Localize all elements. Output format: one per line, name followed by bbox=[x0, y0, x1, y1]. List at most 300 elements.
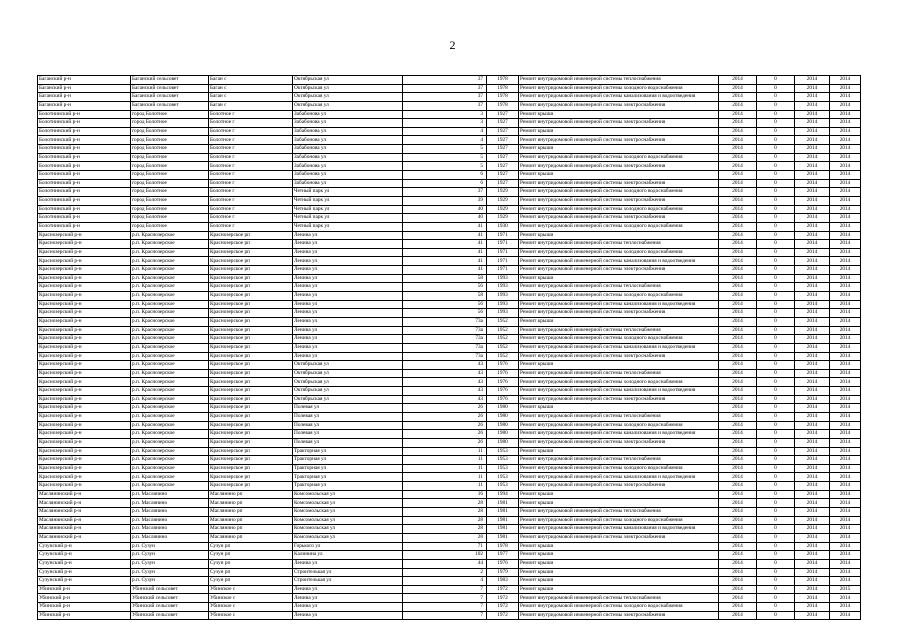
table-row bbox=[38, 412, 861, 421]
settlement-cell: р.п. Сузун bbox=[131, 559, 209, 568]
end-year-cell: 2014 bbox=[830, 248, 861, 257]
house-number-cell: 28 bbox=[403, 533, 487, 542]
start-year-cell: 2014 bbox=[795, 188, 830, 197]
table-row bbox=[38, 266, 861, 275]
street-cell: Октябрьская ул bbox=[293, 361, 403, 370]
build-year-cell: 1980 bbox=[487, 438, 519, 447]
locality-cell: Краснозерское рп bbox=[209, 231, 293, 240]
house-number-cell: 11 bbox=[403, 473, 487, 482]
build-year-cell: 1976 bbox=[487, 559, 519, 568]
settlement-cell: р.п. Краснозерское bbox=[131, 378, 209, 387]
locality-cell: Болотное г bbox=[209, 127, 293, 136]
table-row bbox=[38, 551, 861, 560]
house-number-cell: 44 bbox=[403, 559, 487, 568]
municipal-district-cell: Краснозерский р-н bbox=[38, 257, 131, 266]
end-year-cell: 2014 bbox=[830, 110, 861, 119]
plan-year-cell: 2014 bbox=[719, 317, 757, 326]
build-year-cell: 1930 bbox=[487, 222, 519, 231]
work-type-cell: Ремонт внутридомовой инженерной системы канализования и водоотведения bbox=[519, 257, 719, 266]
house-number-cell: 58 bbox=[403, 274, 487, 283]
build-year-cell: 1927 bbox=[487, 136, 519, 145]
start-year-cell: 2014 bbox=[795, 179, 830, 188]
table-row bbox=[38, 205, 861, 214]
end-year-cell: 2014 bbox=[830, 93, 861, 102]
table-row bbox=[38, 119, 861, 128]
build-year-cell: 1929 bbox=[487, 196, 519, 205]
locality-cell: Краснозерское рп bbox=[209, 361, 293, 370]
cost-value-cell: 0 bbox=[757, 352, 795, 361]
locality-cell: Сузун рп bbox=[209, 559, 293, 568]
cost-value-cell: 0 bbox=[757, 369, 795, 378]
street-cell: Строителькая ул bbox=[293, 577, 403, 586]
build-year-cell: 1971 bbox=[487, 240, 519, 249]
build-year-cell: 1977 bbox=[487, 551, 519, 560]
municipal-district-cell: Краснозерский р-н bbox=[38, 387, 131, 396]
settlement-cell: р.п. Краснозерское bbox=[131, 309, 209, 318]
cost-value-cell: 0 bbox=[757, 577, 795, 586]
locality-cell: Краснозерское рп bbox=[209, 447, 293, 456]
street-cell: Октябрьская ул bbox=[293, 369, 403, 378]
settlement-cell: р.п. Краснозерское bbox=[131, 395, 209, 404]
table-row bbox=[38, 594, 861, 603]
cost-value-cell: 0 bbox=[757, 196, 795, 205]
end-year-cell: 2014 bbox=[830, 542, 861, 551]
settlement-cell: Убинский сельсовет bbox=[131, 585, 209, 594]
locality-cell: Убинское с bbox=[209, 585, 293, 594]
work-type-cell: Ремонт крыши bbox=[519, 551, 719, 560]
end-year-cell: 2014 bbox=[830, 551, 861, 560]
cost-value-cell: 0 bbox=[757, 110, 795, 119]
work-type-cell: Ремонт внутридомовой инженерной системы холодного водоснабжения bbox=[519, 84, 719, 93]
settlement-cell: р.п. Краснозерское bbox=[131, 438, 209, 447]
start-year-cell: 2014 bbox=[795, 533, 830, 542]
locality-cell: Краснозерское рп bbox=[209, 438, 293, 447]
start-year-cell: 2014 bbox=[795, 248, 830, 257]
plan-year-cell: 2014 bbox=[719, 257, 757, 266]
table-row bbox=[38, 568, 861, 577]
municipal-district-cell: Маслянинский р-н bbox=[38, 525, 131, 534]
cost-value-cell: 0 bbox=[757, 525, 795, 534]
end-year-cell: 2014 bbox=[830, 119, 861, 128]
house-number-cell: 43 bbox=[403, 361, 487, 370]
house-number-cell: 11 bbox=[403, 482, 487, 491]
table-row bbox=[38, 179, 861, 188]
municipal-district-cell: Краснозерский р-н bbox=[38, 317, 131, 326]
table-row bbox=[38, 300, 861, 309]
municipal-district-cell: Краснозерский р-н bbox=[38, 300, 131, 309]
locality-cell: Краснозерское рп bbox=[209, 421, 293, 430]
locality-cell: Краснозерское рп bbox=[209, 430, 293, 439]
house-number-cell: 40 bbox=[403, 205, 487, 214]
work-type-cell: Ремонт внутридомовой инженерной системы электроснабжения bbox=[519, 266, 719, 275]
start-year-cell: 2014 bbox=[795, 508, 830, 517]
municipal-district-cell: Баганский р-н bbox=[38, 101, 131, 110]
plan-year-cell: 2014 bbox=[719, 499, 757, 508]
plan-year-cell: 2014 bbox=[719, 464, 757, 473]
locality-cell: Болотное г bbox=[209, 205, 293, 214]
street-cell: Полевая ул bbox=[293, 430, 403, 439]
build-year-cell: 1952 bbox=[487, 335, 519, 344]
settlement-cell: р.п. Маслянино bbox=[131, 508, 209, 517]
house-number-cell: 56 bbox=[403, 300, 487, 309]
locality-cell: Убинское с bbox=[209, 603, 293, 612]
plan-year-cell: 2014 bbox=[719, 110, 757, 119]
start-year-cell: 2014 bbox=[795, 464, 830, 473]
build-year-cell: 1976 bbox=[487, 387, 519, 396]
locality-cell: Болотное г bbox=[209, 145, 293, 154]
street-cell: Ленина ул bbox=[293, 283, 403, 292]
build-year-cell: 1927 bbox=[487, 171, 519, 180]
end-year-cell: 2014 bbox=[830, 395, 861, 404]
house-number-cell: 43 bbox=[403, 369, 487, 378]
table-row bbox=[38, 76, 861, 85]
municipal-district-cell: Болотнинский р-н bbox=[38, 127, 131, 136]
settlement-cell: Убинский сельсовет bbox=[131, 611, 209, 620]
end-year-cell: 2014 bbox=[830, 127, 861, 136]
table-row bbox=[38, 240, 861, 249]
house-number-cell: 11 bbox=[403, 456, 487, 465]
cost-value-cell: 0 bbox=[757, 508, 795, 517]
work-type-cell: Ремонт внутридомовой инженерной системы канализования и водоотведения bbox=[519, 525, 719, 534]
work-type-cell: Ремонт внутридомовой инженерной системы электроснабжения bbox=[519, 309, 719, 318]
start-year-cell: 2014 bbox=[795, 93, 830, 102]
street-cell: Октябрьская ул bbox=[293, 387, 403, 396]
table-row bbox=[38, 231, 861, 240]
table-row bbox=[38, 611, 861, 620]
build-year-cell: 1952 bbox=[487, 326, 519, 335]
start-year-cell: 2014 bbox=[795, 110, 830, 119]
plan-year-cell: 2014 bbox=[719, 93, 757, 102]
street-cell: Ленина ул bbox=[293, 317, 403, 326]
work-type-cell: Ремонт внутридомовой инженерной системы электроснабжения bbox=[519, 482, 719, 491]
settlement-cell: город Болотное bbox=[131, 179, 209, 188]
start-year-cell: 2014 bbox=[795, 482, 830, 491]
build-year-cell: 1953 bbox=[487, 447, 519, 456]
locality-cell: Краснозерское рп bbox=[209, 404, 293, 413]
work-type-cell: Ремонт внутридомовой инженерной системы электроснабжения bbox=[519, 352, 719, 361]
table-row bbox=[38, 447, 861, 456]
build-year-cell: 1953 bbox=[487, 482, 519, 491]
plan-year-cell: 2014 bbox=[719, 188, 757, 197]
municipal-district-cell: Убинский р-н bbox=[38, 603, 131, 612]
street-cell: Ленина ул bbox=[293, 257, 403, 266]
cost-value-cell: 0 bbox=[757, 447, 795, 456]
build-year-cell: 1971 bbox=[487, 257, 519, 266]
start-year-cell: 2014 bbox=[795, 551, 830, 560]
cost-value-cell: 0 bbox=[757, 490, 795, 499]
start-year-cell: 2014 bbox=[795, 127, 830, 136]
build-year-cell: 1981 bbox=[487, 525, 519, 534]
house-number-cell: 7 bbox=[403, 594, 487, 603]
house-number-cell: 16 bbox=[403, 490, 487, 499]
table-row bbox=[38, 542, 861, 551]
house-number-cell: 41 bbox=[403, 266, 487, 275]
locality-cell: Баган с bbox=[209, 76, 293, 85]
plan-year-cell: 2014 bbox=[719, 542, 757, 551]
street-cell: Ленина ул bbox=[293, 292, 403, 301]
settlement-cell: р.п. Краснозерское bbox=[131, 387, 209, 396]
cost-value-cell: 0 bbox=[757, 248, 795, 257]
house-number-cell: 41 bbox=[403, 257, 487, 266]
house-number-cell: 5 bbox=[403, 153, 487, 162]
work-type-cell: Ремонт крыши bbox=[519, 110, 719, 119]
end-year-cell: 2014 bbox=[830, 559, 861, 568]
build-year-cell: 1971 bbox=[487, 266, 519, 275]
municipal-district-cell: Болотнинский р-н bbox=[38, 188, 131, 197]
municipal-district-cell: Краснозерский р-н bbox=[38, 326, 131, 335]
plan-year-cell: 2014 bbox=[719, 335, 757, 344]
house-number-cell: 28 bbox=[403, 525, 487, 534]
start-year-cell: 2014 bbox=[795, 76, 830, 85]
street-cell: Забабонова ул bbox=[293, 162, 403, 171]
table-row bbox=[38, 93, 861, 102]
plan-year-cell: 2014 bbox=[719, 196, 757, 205]
end-year-cell: 2015 bbox=[830, 585, 861, 594]
locality-cell: Краснозерское рп bbox=[209, 240, 293, 249]
house-number-cell: 102 bbox=[403, 551, 487, 560]
start-year-cell: 2014 bbox=[795, 335, 830, 344]
table-row bbox=[38, 603, 861, 612]
locality-cell: Маслянино рп bbox=[209, 525, 293, 534]
table-row bbox=[38, 162, 861, 171]
end-year-cell: 2014 bbox=[830, 499, 861, 508]
cost-value-cell: 0 bbox=[757, 101, 795, 110]
start-year-cell: 2014 bbox=[795, 196, 830, 205]
cost-value-cell: 0 bbox=[757, 421, 795, 430]
street-cell: Полевая ул bbox=[293, 421, 403, 430]
build-year-cell: 1953 bbox=[487, 456, 519, 465]
house-number-cell: 71 bbox=[403, 542, 487, 551]
plan-year-cell: 2014 bbox=[719, 490, 757, 499]
table-row bbox=[38, 196, 861, 205]
plan-year-cell: 2014 bbox=[719, 76, 757, 85]
start-year-cell: 2014 bbox=[795, 343, 830, 352]
settlement-cell: город Болотное bbox=[131, 214, 209, 223]
start-year-cell: 2014 bbox=[795, 257, 830, 266]
start-year-cell: 2014 bbox=[795, 404, 830, 413]
settlement-cell: р.п. Краснозерское bbox=[131, 326, 209, 335]
build-year-cell: 1983 bbox=[487, 577, 519, 586]
start-year-cell: 2014 bbox=[795, 300, 830, 309]
municipal-district-cell: Краснозерский р-н bbox=[38, 447, 131, 456]
cost-value-cell: 0 bbox=[757, 119, 795, 128]
plan-year-cell: 2014 bbox=[719, 387, 757, 396]
table-row bbox=[38, 559, 861, 568]
house-number-cell: 43 bbox=[403, 387, 487, 396]
street-cell: Полевая ул bbox=[293, 404, 403, 413]
settlement-cell: р.п. Сузун bbox=[131, 542, 209, 551]
start-year-cell: 2014 bbox=[795, 542, 830, 551]
locality-cell: Краснозерское рп bbox=[209, 412, 293, 421]
locality-cell: Болотное г bbox=[209, 136, 293, 145]
street-cell: Ленина ул bbox=[293, 248, 403, 257]
municipal-district-cell: Краснозерский р-н bbox=[38, 378, 131, 387]
build-year-cell: 1979 bbox=[487, 568, 519, 577]
settlement-cell: р.п. Краснозерское bbox=[131, 300, 209, 309]
start-year-cell: 2014 bbox=[795, 119, 830, 128]
end-year-cell: 2014 bbox=[830, 412, 861, 421]
street-cell: Четный парк ул bbox=[293, 188, 403, 197]
house-number-cell: 37 bbox=[403, 93, 487, 102]
cost-value-cell: 0 bbox=[757, 266, 795, 275]
work-type-cell: Ремонт внутридомовой инженерной системы электроснабжения bbox=[519, 214, 719, 223]
work-type-cell: Ремонт крыши bbox=[519, 274, 719, 283]
plan-year-cell: 2014 bbox=[719, 136, 757, 145]
house-number-cell: 26 bbox=[403, 404, 487, 413]
plan-year-cell: 2014 bbox=[719, 248, 757, 257]
house-number-cell: 37 bbox=[403, 84, 487, 93]
start-year-cell: 2014 bbox=[795, 516, 830, 525]
end-year-cell: 2014 bbox=[830, 257, 861, 266]
plan-year-cell: 2014 bbox=[719, 369, 757, 378]
municipal-district-cell: Краснозерский р-н bbox=[38, 473, 131, 482]
municipal-district-cell: Болотнинский р-н bbox=[38, 196, 131, 205]
settlement-cell: р.п. Краснозерское bbox=[131, 292, 209, 301]
end-year-cell: 2014 bbox=[830, 76, 861, 85]
work-type-cell: Ремонт внутридомовой инженерной системы холодного водоснабжения bbox=[519, 205, 719, 214]
work-type-cell: Ремонт внутридомовой инженерной системы холодного водоснабжения bbox=[519, 464, 719, 473]
municipal-district-cell: Краснозерский р-н bbox=[38, 283, 131, 292]
build-year-cell: 1953 bbox=[487, 473, 519, 482]
municipal-district-cell: Болотнинский р-н bbox=[38, 222, 131, 231]
cost-value-cell: 0 bbox=[757, 464, 795, 473]
settlement-cell: р.п. Краснозерское bbox=[131, 369, 209, 378]
municipal-district-cell: Маслянинский р-н bbox=[38, 490, 131, 499]
table-row bbox=[38, 464, 861, 473]
street-cell: Ленина ул bbox=[293, 326, 403, 335]
street-cell: Комсомольская ул bbox=[293, 499, 403, 508]
locality-cell: Болотное г bbox=[209, 119, 293, 128]
house-number-cell: 11 bbox=[403, 447, 487, 456]
plan-year-cell: 2014 bbox=[719, 603, 757, 612]
locality-cell: Болотное г bbox=[209, 179, 293, 188]
plan-year-cell: 2014 bbox=[719, 516, 757, 525]
end-year-cell: 2014 bbox=[830, 533, 861, 542]
end-year-cell: 2014 bbox=[830, 404, 861, 413]
settlement-cell: р.п. Краснозерское bbox=[131, 456, 209, 465]
work-type-cell: Ремонт внутридомовой инженерной системы холодного водоснабжения bbox=[519, 153, 719, 162]
table-row bbox=[38, 490, 861, 499]
house-number-cell: 26 bbox=[403, 412, 487, 421]
end-year-cell: 2014 bbox=[830, 153, 861, 162]
build-year-cell: 1972 bbox=[487, 603, 519, 612]
cost-value-cell: 0 bbox=[757, 516, 795, 525]
municipal-district-cell: Краснозерский р-н bbox=[38, 309, 131, 318]
work-type-cell: Ремонт крыши bbox=[519, 542, 719, 551]
plan-year-cell: 2014 bbox=[719, 456, 757, 465]
settlement-cell: Баганский сельсовет bbox=[131, 84, 209, 93]
house-number-cell: 26 bbox=[403, 430, 487, 439]
work-type-cell: Ремонт внутридомовой инженерной системы электроснабжения bbox=[519, 162, 719, 171]
house-number-cell: 56 bbox=[403, 309, 487, 318]
settlement-cell: Убинский сельсовет bbox=[131, 594, 209, 603]
build-year-cell: 1978 bbox=[487, 76, 519, 85]
settlement-cell: р.п. Краснозерское bbox=[131, 343, 209, 352]
street-cell: Ленина ул bbox=[293, 352, 403, 361]
end-year-cell: 2014 bbox=[830, 84, 861, 93]
plan-year-cell: 2014 bbox=[719, 577, 757, 586]
end-year-cell: 2014 bbox=[830, 266, 861, 275]
end-year-cell: 2014 bbox=[830, 361, 861, 370]
cost-value-cell: 0 bbox=[757, 412, 795, 421]
end-year-cell: 2014 bbox=[830, 292, 861, 301]
table-row bbox=[38, 525, 861, 534]
locality-cell: Краснозерское рп bbox=[209, 283, 293, 292]
street-cell: Ленина ул bbox=[293, 240, 403, 249]
locality-cell: Баган с bbox=[209, 101, 293, 110]
build-year-cell: 1953 bbox=[487, 464, 519, 473]
locality-cell: Краснозерское рп bbox=[209, 257, 293, 266]
cost-value-cell: 0 bbox=[757, 171, 795, 180]
locality-cell: Краснозерское рп bbox=[209, 482, 293, 491]
settlement-cell: р.п. Краснозерское bbox=[131, 317, 209, 326]
house-number-cell: 73а bbox=[403, 352, 487, 361]
street-cell: Тракторная ул bbox=[293, 473, 403, 482]
house-number-cell: 26 bbox=[403, 421, 487, 430]
municipal-district-cell: Краснозерский р-н bbox=[38, 404, 131, 413]
start-year-cell: 2014 bbox=[795, 447, 830, 456]
municipal-district-cell: Убинский р-н bbox=[38, 585, 131, 594]
cost-value-cell: 0 bbox=[757, 205, 795, 214]
plan-year-cell: 2014 bbox=[719, 309, 757, 318]
municipal-district-cell: Убинский р-н bbox=[38, 594, 131, 603]
work-type-cell: Ремонт внутридомовой инженерной системы теплоснабжения bbox=[519, 456, 719, 465]
settlement-cell: р.п. Краснозерское bbox=[131, 335, 209, 344]
locality-cell: Краснозерское рп bbox=[209, 292, 293, 301]
house-number-cell: 41 bbox=[403, 240, 487, 249]
end-year-cell: 2014 bbox=[830, 326, 861, 335]
settlement-cell: Баганский сельсовет bbox=[131, 93, 209, 102]
table-row bbox=[38, 378, 861, 387]
start-year-cell: 2014 bbox=[795, 430, 830, 439]
municipal-district-cell: Болотнинский р-н bbox=[38, 162, 131, 171]
end-year-cell: 2014 bbox=[830, 300, 861, 309]
settlement-cell: р.п. Сузун bbox=[131, 551, 209, 560]
settlement-cell: город Болотное bbox=[131, 196, 209, 205]
work-type-cell: Ремонт крыши bbox=[519, 127, 719, 136]
street-cell: Ленина ул bbox=[293, 300, 403, 309]
cost-value-cell: 0 bbox=[757, 343, 795, 352]
build-year-cell: 1978 bbox=[487, 542, 519, 551]
build-year-cell: 1971 bbox=[487, 231, 519, 240]
street-cell: Октябрьская ул bbox=[293, 101, 403, 110]
municipal-district-cell: Болотнинский р-н bbox=[38, 214, 131, 223]
locality-cell: Краснозерское рп bbox=[209, 335, 293, 344]
build-year-cell: 1972 bbox=[487, 585, 519, 594]
build-year-cell: 1976 bbox=[487, 361, 519, 370]
work-type-cell: Ремонт крыши bbox=[519, 499, 719, 508]
table-row bbox=[38, 352, 861, 361]
build-year-cell: 1952 bbox=[487, 352, 519, 361]
municipal-district-cell: Краснозерский р-н bbox=[38, 438, 131, 447]
build-year-cell: 1994 bbox=[487, 490, 519, 499]
locality-cell: Краснозерское рп bbox=[209, 343, 293, 352]
plan-year-cell: 2014 bbox=[719, 231, 757, 240]
table-row bbox=[38, 222, 861, 231]
table-row bbox=[38, 127, 861, 136]
start-year-cell: 2014 bbox=[795, 456, 830, 465]
house-number-cell: 11 bbox=[403, 464, 487, 473]
municipal-district-cell: Краснозерский р-н bbox=[38, 240, 131, 249]
table-row bbox=[38, 456, 861, 465]
municipal-district-cell: Сузунский р-н bbox=[38, 551, 131, 560]
settlement-cell: р.п. Краснозерское bbox=[131, 361, 209, 370]
locality-cell: Убинское с bbox=[209, 611, 293, 620]
street-cell: Забабонова ул bbox=[293, 136, 403, 145]
street-cell: Забабонова ул bbox=[293, 145, 403, 154]
work-type-cell: Ремонт крыши bbox=[519, 171, 719, 180]
build-year-cell: 1981 bbox=[487, 516, 519, 525]
